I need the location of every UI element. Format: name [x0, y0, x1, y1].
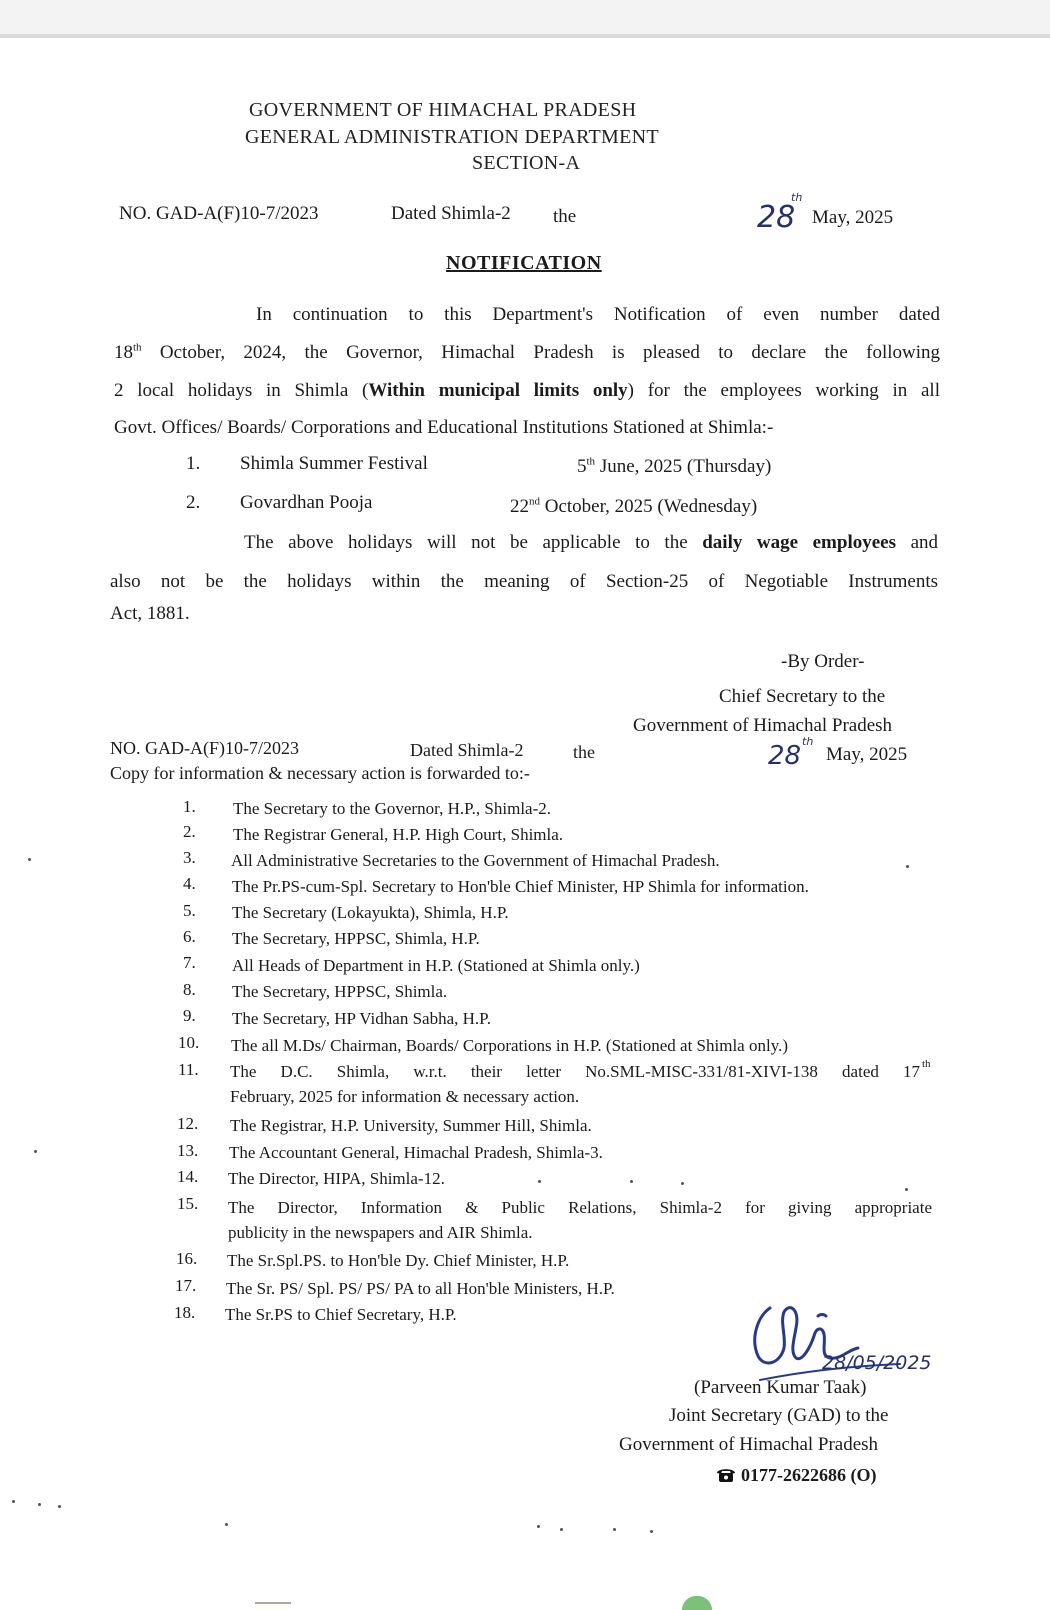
list-item-number: 10. [178, 1033, 200, 1052]
list-item: The Registrar General, H.P. High Court, Shimla. [233, 825, 564, 844]
list-item-number: 18. [174, 1303, 196, 1322]
list-item-number: 5. [183, 901, 196, 920]
list-item-number: 16. [176, 1249, 198, 1268]
endorsement-handwritten-day: 28 [768, 741, 802, 771]
speck [681, 1182, 684, 1185]
speck [12, 1500, 15, 1503]
list-item: The Secretary, HPPSC, Shimla, H.P. [232, 929, 480, 948]
speck [906, 865, 909, 868]
reference-the: the [553, 206, 577, 227]
telephone-icon [716, 1467, 736, 1483]
speck [630, 1180, 633, 1183]
header-government: GOVERNMENT OF HIMACHAL PRADESH [249, 99, 637, 121]
notification-title: NOTIFICATION [446, 252, 602, 274]
top-bar [0, 0, 1050, 38]
header-department: GENERAL ADMINISTRATION DEPARTMENT [245, 126, 659, 148]
list-item: All Administrative Secretaries to the Government of Himachal Pradesh. [231, 851, 720, 870]
endorsement-number: NO. GAD-A(F)10-7/2023 [110, 738, 299, 758]
holiday-name: Govardhan Pooja [240, 492, 373, 513]
list-item-superscript: th [922, 1058, 931, 1070]
para1-line2: 18th October, 2024, the Governor, Himachal Pradesh is pleased to declare the following [114, 341, 940, 363]
green-mark [682, 1596, 712, 1610]
holiday-date: 22nd October, 2025 (Wednesday) [510, 495, 758, 517]
list-item-number: 12. [177, 1114, 199, 1133]
speck [225, 1523, 228, 1526]
list-item: The Accountant General, Himachal Pradesh, Shimla-3. [229, 1143, 603, 1162]
list-item-number: 13. [177, 1141, 199, 1160]
list-item-number: 6. [183, 927, 196, 946]
speck [34, 1150, 37, 1153]
list-item-number: 17. [175, 1276, 197, 1295]
list-item: The all M.Ds/ Chairman, Boards/ Corporations in H.P. (Stationed at Shimla only.) [231, 1036, 789, 1055]
header-section: SECTION-A [472, 152, 581, 174]
endorsement-handwritten-suffix: th [802, 735, 814, 748]
speck [538, 1180, 541, 1183]
reference-handwritten-day: 28 [757, 200, 796, 235]
list-item-continuation: publicity in the newspapers and AIR Shimla. [228, 1223, 533, 1242]
speck [38, 1503, 41, 1506]
speck [28, 858, 31, 861]
list-item: The Pr.PS-cum-Spl. Secretary to Hon'ble Chief Minister, HP Shimla for information. [232, 877, 809, 896]
list-item-number: 4. [183, 874, 196, 893]
list-item-number: 3. [183, 848, 196, 867]
list-item: All Heads of Department in H.P. (Stationed at Shimla only.) [232, 956, 640, 975]
speck [905, 1188, 908, 1191]
signatory-designation: Joint Secretary (GAD) to the [669, 1405, 889, 1426]
list-item-number: 7. [183, 953, 196, 972]
list-item-number: 11. [178, 1060, 199, 1079]
list-item: The Secretary (Lokayukta), Shimla, H.P. [232, 903, 509, 922]
list-item-number: 2. [183, 822, 196, 841]
para1-line4: Govt. Offices/ Boards/ Corporations and Educational Institutions Stationed at Shimla:- [114, 417, 774, 438]
signatory-title: Chief Secretary to the [719, 686, 886, 707]
list-item-number: 14. [177, 1167, 199, 1186]
signatory-government: Government of Himachal Pradesh [633, 715, 893, 736]
list-item: The D.C. Shimla, w.r.t. their letter No.SML-MISC-331/81-XIVI-138 dated 17 [230, 1062, 920, 1081]
list-item: The Director, HIPA, Shimla-12. [228, 1169, 445, 1188]
para1-line1: In continuation to this Department's Notification of even number dated [256, 304, 940, 325]
endorsement-dated-label: Dated Shimla-2 [410, 740, 524, 760]
holiday-date: 5th June, 2025 (Thursday) [577, 455, 772, 477]
para1-line3: 2 local holidays in Shimla (Within municipal limits only) for the employees working in all [114, 380, 940, 401]
speck [537, 1525, 540, 1528]
list-item-number: 8. [183, 980, 196, 999]
list-item: The Sr. PS/ Spl. PS/ PS/ PA to all Hon'ble Ministers, H.P. [226, 1279, 615, 1298]
list-item: The Secretary, HPPSC, Shimla. [232, 982, 448, 1001]
stain-mark [255, 1602, 291, 1604]
speck [560, 1528, 563, 1531]
para2-line2: also not be the holidays within the meaning of Section-25 of Negotiable Instruments [110, 571, 938, 592]
speck [58, 1505, 61, 1508]
list-item: The Sr.PS to Chief Secretary, H.P. [225, 1305, 457, 1324]
endorsement-copy-line: Copy for information & necessary action is forwarded to:- [110, 763, 530, 783]
list-item-continuation: February, 2025 for information & necessary action. [230, 1087, 580, 1106]
list-item-number: 9. [183, 1006, 196, 1025]
signatory-name: (Parveen Kumar Taak) [694, 1377, 867, 1398]
speck [650, 1530, 653, 1533]
reference-number: NO. GAD-A(F)10-7/2023 [119, 203, 319, 224]
holiday-name: Shimla Summer Festival [240, 453, 428, 474]
list-item: The Secretary, HP Vidhan Sabha, H.P. [232, 1009, 491, 1028]
reference-handwritten-suffix: th [791, 191, 803, 204]
endorsement-month-year: May, 2025 [826, 744, 908, 765]
para2-line3: Act, 1881. [110, 603, 190, 624]
phone-number: 0177-2622686 (O) [741, 1465, 877, 1485]
list-item: The Sr.Spl.PS. to Hon'ble Dy. Chief Minister, H.P. [227, 1251, 570, 1270]
holiday-number: 1. [186, 453, 201, 474]
list-item: The Registrar, H.P. University, Summer Hill, Shimla. [230, 1116, 592, 1135]
reference-dated-label: Dated Shimla-2 [391, 203, 511, 224]
endorsement-the: the [573, 742, 595, 762]
list-item: The Director, Information & Public Relations, Shimla-2 for giving appropriate [228, 1198, 932, 1217]
reference-month-year: May, 2025 [812, 207, 894, 228]
signature-date: 28/05/2025 [822, 1352, 932, 1374]
list-item: The Secretary to the Governor, H.P., Shimla-2. [233, 799, 551, 818]
list-item-number: 15. [177, 1194, 199, 1213]
speck [613, 1528, 616, 1531]
signatory-government-name: Government of Himachal Pradesh [619, 1434, 879, 1455]
by-order: -By Order- [781, 651, 865, 672]
holiday-number: 2. [186, 492, 201, 513]
list-item-number: 1. [183, 797, 196, 816]
para2-line1: The above holidays will not be applicable to the daily wage employees and [244, 532, 938, 553]
